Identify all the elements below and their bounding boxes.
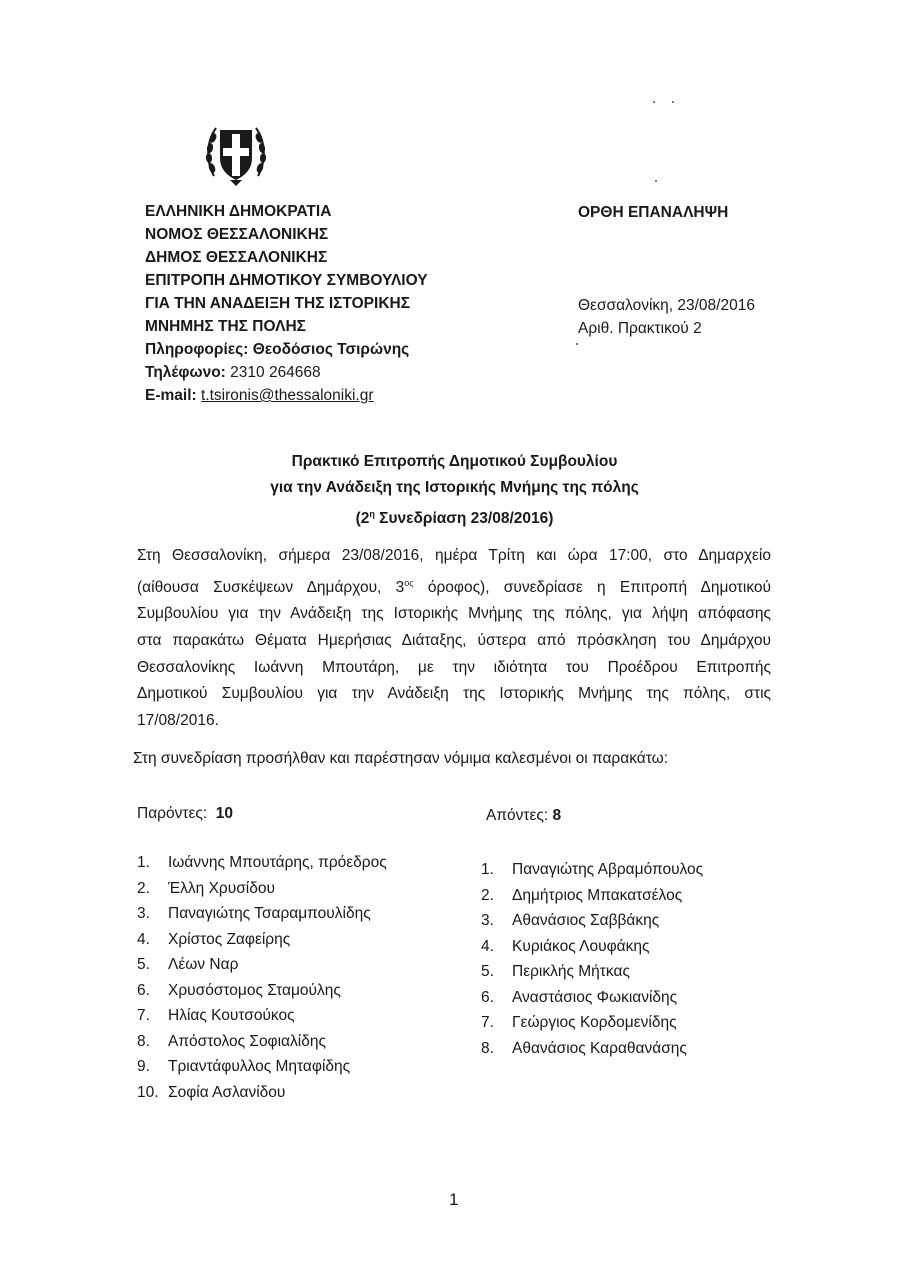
greek-coat-of-arms-emblem xyxy=(204,118,268,190)
member-name: Ιωάννης Μπουτάρης, πρόεδρος xyxy=(168,854,387,871)
list-item-number: 2. xyxy=(481,886,494,904)
member-name: Περικλής Μήτκας xyxy=(512,963,630,980)
list-item xyxy=(481,934,703,960)
header-line-purpose: ΓΙΑ ΤΗΝ ΑΝΑΔΕΙΞΗ ΤΗΣ ΙΣΤΟΡΙΚΗΣ xyxy=(145,295,411,312)
list-item-number: 4. xyxy=(137,930,150,948)
line2-prefix: (αίθουσα Συσκέψεων Δημάρχου, 3 xyxy=(137,578,405,596)
title-session-suffix: Συνεδρίαση 23/08/2016) xyxy=(374,510,554,528)
list-item xyxy=(137,850,387,876)
list-item-number: 9. xyxy=(137,1058,150,1075)
absent-label: Απόντες: xyxy=(486,807,549,824)
title-session-prefix: (2 xyxy=(355,510,370,528)
list-item xyxy=(481,959,703,985)
title-line-2: για την Ανάδειξη της Ιστορικής Μνήμης της πόλης xyxy=(270,479,639,496)
contact-info-line xyxy=(145,338,428,361)
page-number: 1 xyxy=(449,1190,459,1209)
member-name: Χρυσόστομος Σταμούλης xyxy=(168,981,341,999)
paragraph-line-4: στα παρακάτω Θέματα Ημερήσιας Διάταξης, ύστερα από πρόσκληση του Δημάρχου xyxy=(137,631,771,649)
list-item-number: 2. xyxy=(137,879,150,897)
list-item xyxy=(481,985,703,1011)
list-item xyxy=(137,1003,387,1029)
email-link[interactable]: t.tsironis@thessaloniki.gr xyxy=(201,387,374,404)
paragraph-line-3: Συμβουλίου για την Ανάδειξη της Ιστορικής Μνήμης της πόλης, για λήψη απόφασης xyxy=(137,605,771,623)
intro-paragraph xyxy=(137,543,771,734)
member-name: Αναστάσιος Φωκιανίδης xyxy=(512,988,678,1006)
issuer-header xyxy=(145,200,428,407)
member-name: Κυριάκος Λουφάκης xyxy=(512,937,650,955)
list-item-number: 1. xyxy=(137,854,150,871)
phone-label: Τηλέφωνο: xyxy=(145,364,226,381)
minutes-number: Αριθ. Πρακτικού 2 xyxy=(578,320,702,337)
member-name: Χρίστος Ζαφείρης xyxy=(168,930,291,948)
paragraph-line-2 xyxy=(137,570,771,602)
list-item xyxy=(481,883,703,909)
list-item-number: 8. xyxy=(481,1039,494,1057)
list-item xyxy=(137,1029,387,1055)
paragraph-line-1: Στη Θεσσαλονίκη, σήμερα 23/08/2016, ημέρα Τρίτη και ώρα 17:00, στο Δημαρχείο xyxy=(137,547,771,564)
paragraph-line-7: 17/08/2016. xyxy=(137,711,219,729)
list-item-number: 4. xyxy=(481,937,494,955)
list-item-number: 5. xyxy=(481,963,494,980)
member-name: Σοφία Ασλανίδου xyxy=(168,1083,286,1101)
scan-speck xyxy=(653,101,655,103)
list-item-number: 6. xyxy=(481,988,494,1006)
header-line-republic: ΕΛΛΗΝΙΚΗ ΔΗΜΟΚΡΑΤΙΑ xyxy=(145,203,332,220)
member-name: Παναγιώτης Τσαραμπουλίδης xyxy=(168,905,371,922)
list-item xyxy=(137,1080,387,1106)
floor-sup: ος xyxy=(404,577,414,588)
email-line xyxy=(145,384,428,407)
list-item-number: 3. xyxy=(137,905,150,922)
phone-line xyxy=(145,361,428,384)
list-item-number: 1. xyxy=(481,861,494,878)
list-item-number: 8. xyxy=(137,1032,150,1050)
list-item xyxy=(137,978,387,1004)
info-label: Πληροφορίες: xyxy=(145,341,249,358)
list-item xyxy=(137,1054,387,1080)
header-line-prefecture: ΝΟΜΟΣ ΘΕΣΣΑΛΟΝΙΚΗΣ xyxy=(145,226,329,243)
member-name: Γεώργιος Κορδομενίδης xyxy=(512,1014,677,1031)
present-count: 10 xyxy=(215,805,234,822)
phone-value: 2310 264668 xyxy=(230,364,321,381)
header-line-municipality: ΔΗΜΟΣ ΘΕΣΣΑΛΟΝΙΚΗΣ xyxy=(145,249,328,266)
title-line-3 xyxy=(0,501,909,532)
list-item xyxy=(481,908,703,934)
present-members-list xyxy=(137,850,387,1105)
absent-count: 8 xyxy=(552,807,562,824)
attendance-statement: Στη συνεδρίαση προσήλθαν και παρέστησαν νόμιμα καλεσμένοι οι παρακάτω: xyxy=(133,750,669,767)
email-label: E-mail: xyxy=(145,387,197,404)
present-heading xyxy=(137,805,233,823)
list-item xyxy=(137,952,387,978)
header-line-memory: ΜΝΗΜΗΣ ΤΗΣ ΠΟΛΗΣ xyxy=(145,318,306,335)
list-item-number: 10. xyxy=(137,1083,159,1101)
scan-speck xyxy=(576,343,578,345)
member-name: Αθανάσιος Σαββάκης xyxy=(512,912,660,929)
absent-heading xyxy=(486,807,561,825)
member-name: Έλλη Χρυσίδου xyxy=(168,879,275,897)
list-item-number: 6. xyxy=(137,981,150,999)
list-item xyxy=(137,927,387,953)
member-name: Παναγιώτης Αβραμόπουλος xyxy=(512,861,704,878)
present-label: Παρόντες: xyxy=(137,805,208,822)
member-name: Ηλίας Κουτσούκος xyxy=(168,1007,295,1024)
member-name: Αθανάσιος Καραθανάσης xyxy=(512,1039,687,1057)
member-name: Λέων Ναρ xyxy=(168,956,239,973)
paragraph-line-5: Θεσσαλονίκης Ιωάννη Μπουτάρη, με την ιδιότητα του Προέδρου Επιτροπής xyxy=(137,658,771,676)
list-item xyxy=(137,876,387,902)
paragraph-line-6: Δημοτικού Συμβουλίου για την Ανάδειξη της Ιστορικής Μνήμης της πόλης, στις xyxy=(137,685,771,703)
list-item xyxy=(137,901,387,927)
scan-speck xyxy=(672,101,674,103)
absent-members-list xyxy=(481,857,703,1061)
title-session-sup: η xyxy=(369,509,375,519)
header-line-committee: ΕΠΙΤΡΟΠΗ ΔΗΜΟΤΙΚΟΥ ΣΥΜΒΟΥΛΙΟΥ xyxy=(145,272,428,289)
list-item-number: 7. xyxy=(137,1007,150,1024)
list-item-number: 3. xyxy=(481,912,494,929)
member-name: Τριαντάφυλλος Μηταφίδης xyxy=(168,1058,351,1075)
scan-speck xyxy=(655,180,657,182)
list-item-number: 5. xyxy=(137,956,150,973)
member-name: Δημήτριος Μπακατσέλος xyxy=(512,886,683,904)
ortho-repetition-label: ΟΡΘΗ ΕΠΑΝΑΛΗΨΗ xyxy=(578,204,729,221)
list-item-number: 7. xyxy=(481,1014,494,1031)
line2-suffix: όροφος), συνεδρίασε η Επιτροπή Δημοτικού xyxy=(413,578,771,596)
list-item xyxy=(481,1010,703,1036)
list-item xyxy=(481,857,703,883)
date-block xyxy=(578,294,755,340)
document-title xyxy=(0,449,909,532)
info-value: Θεοδόσιος Τσιρώνης xyxy=(252,341,410,358)
list-item xyxy=(481,1036,703,1062)
member-name: Απόστολος Σοφιαλίδης xyxy=(168,1032,326,1050)
title-line-1: Πρακτικό Επιτροπής Δημοτικού Συμβουλίου xyxy=(291,453,618,470)
date-line: Θεσσαλονίκη, 23/08/2016 xyxy=(578,297,755,314)
